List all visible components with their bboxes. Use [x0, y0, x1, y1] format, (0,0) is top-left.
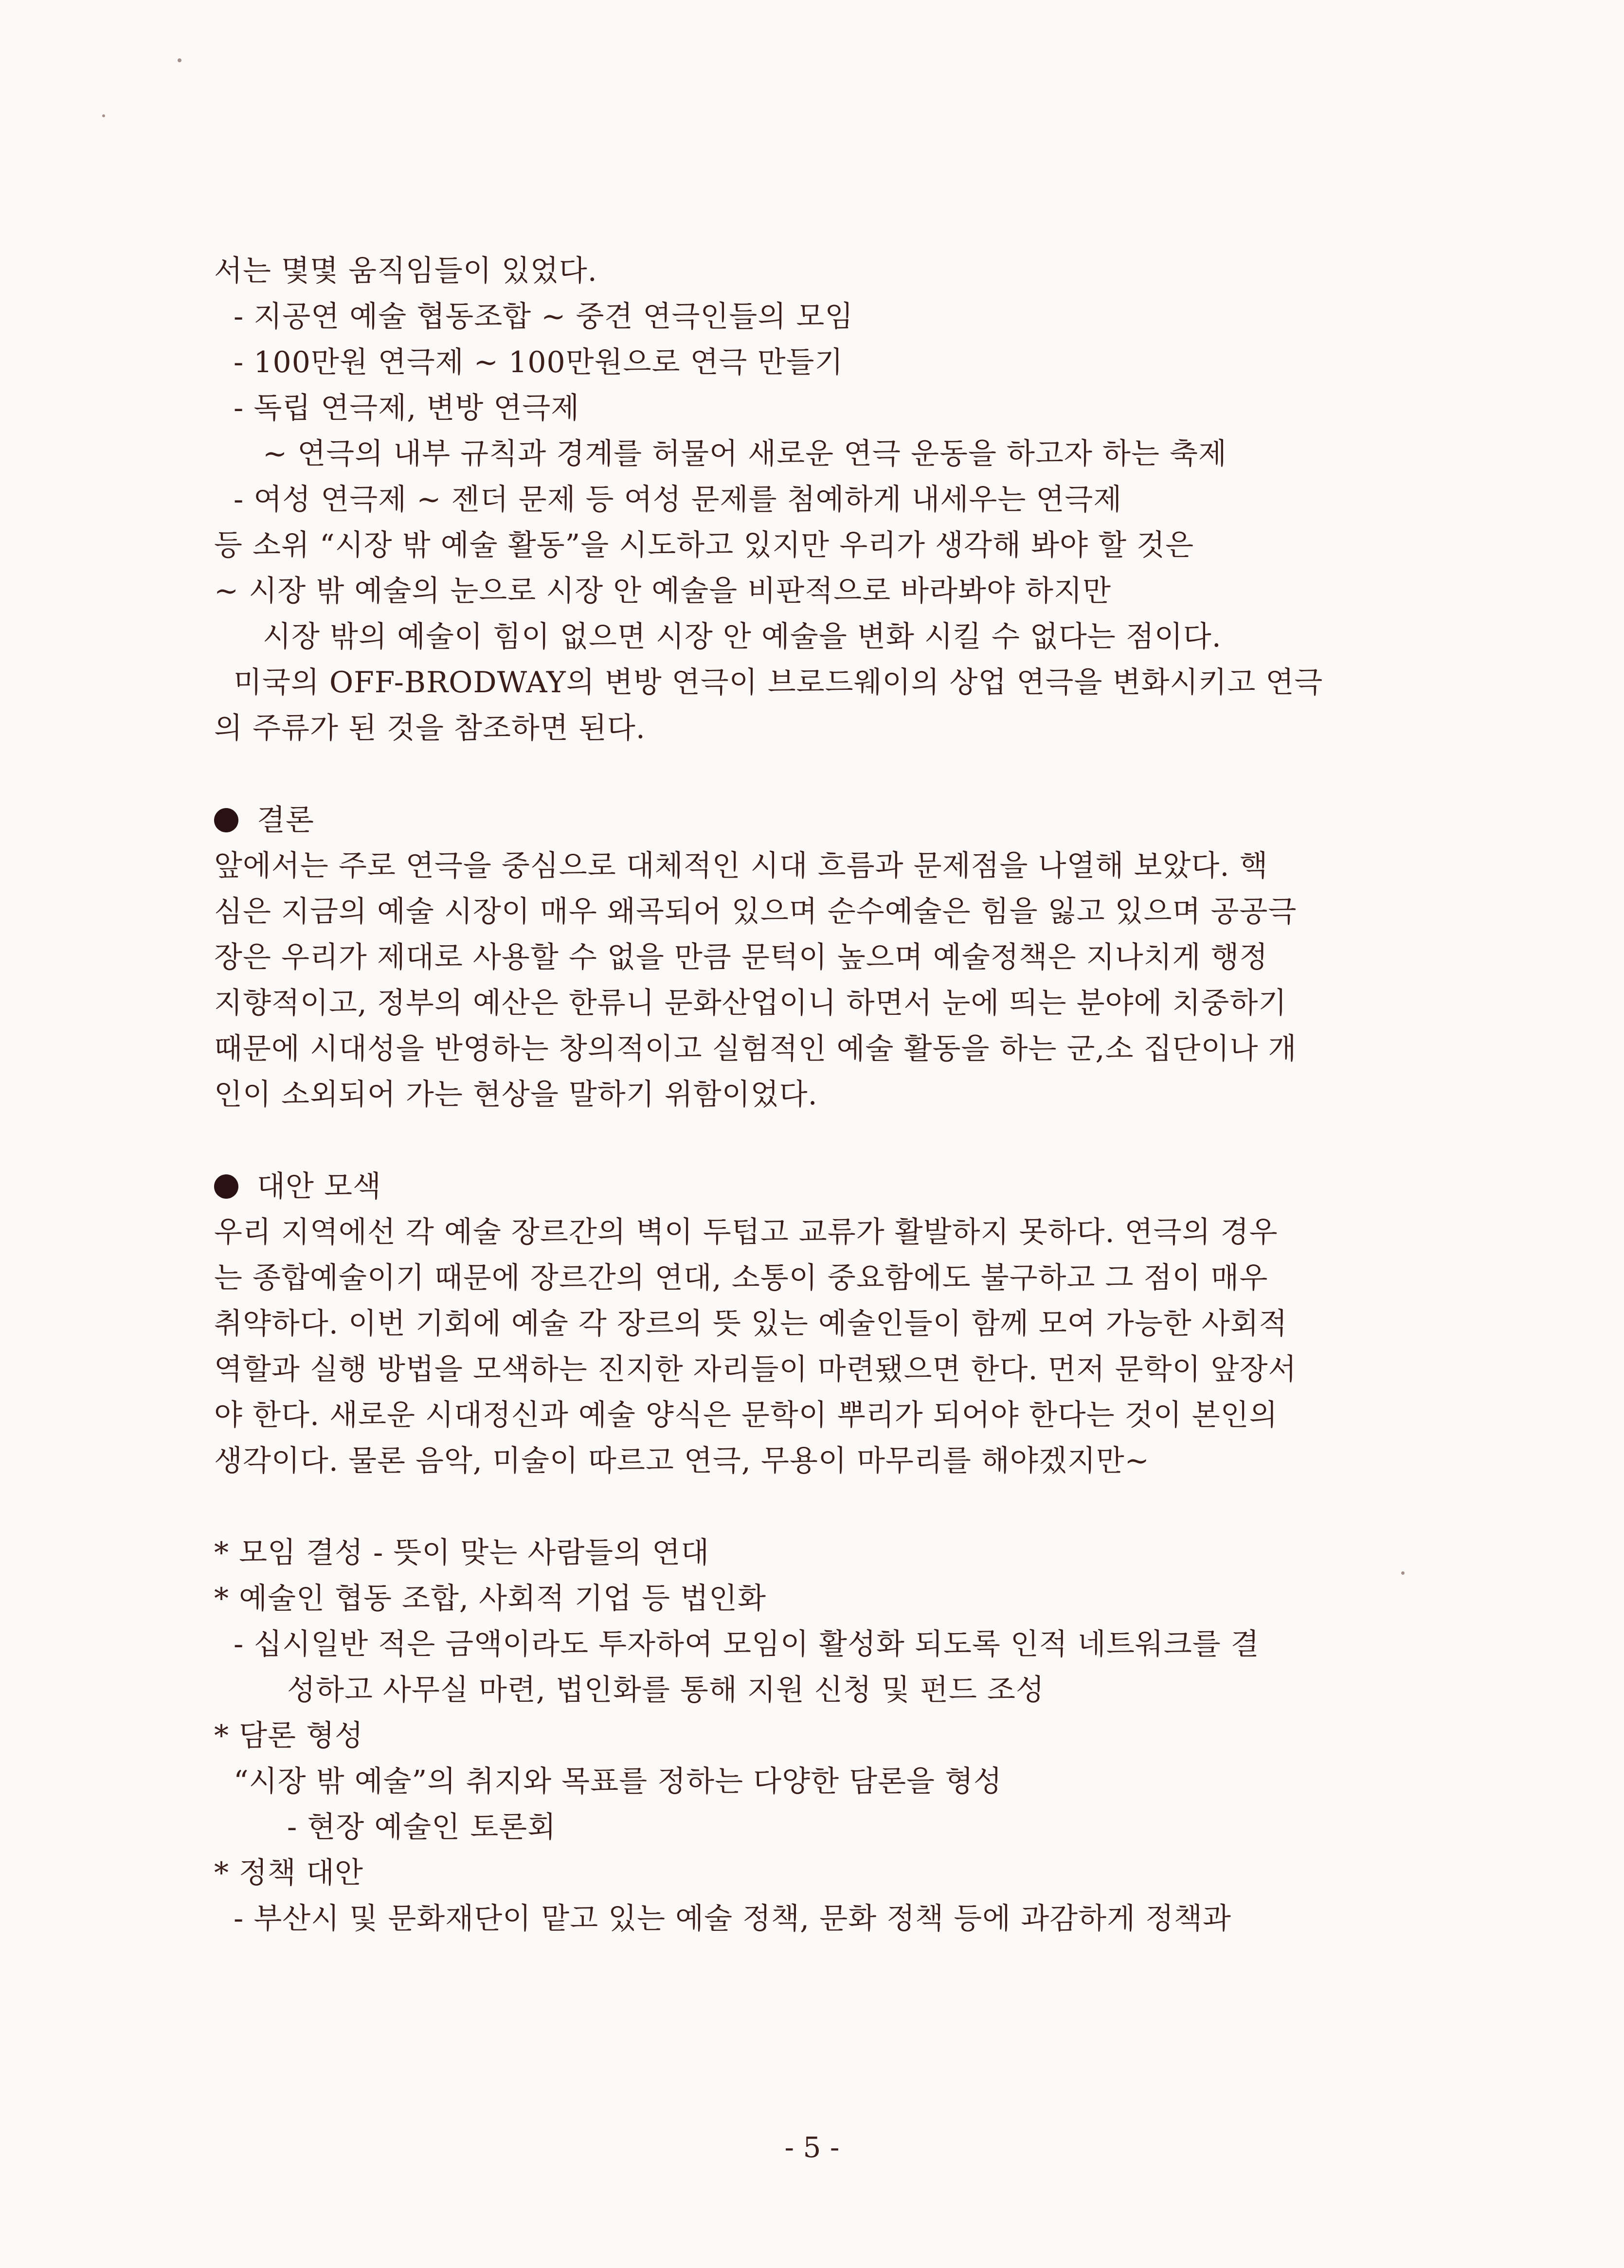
document-body — [214, 248, 1382, 1942]
list-item: “시장 밖 예술”의 취지와 목표를 정하는 다양한 담론을 형성 — [234, 1764, 1003, 1799]
paragraph-line: 취약하다. 이번 기회에 예술 각 장르의 뜻 있는 예술인들이 함께 모여 가능한 사회적 — [214, 1307, 1288, 1341]
section-title: 대안 모색 — [257, 1170, 381, 1204]
intro-line: 시장 밖의 예술이 힘이 없으면 시장 안 예술을 변화 시킬 수 없다는 점이다. — [263, 620, 1222, 654]
list-item: * 정책 대안 — [214, 1856, 363, 1890]
paragraph-line: 우리 지역에선 각 예술 장르간의 벽이 두텁고 교류가 활발하지 못하다. 연극의 경우 — [214, 1215, 1278, 1249]
paper-speck — [178, 58, 181, 62]
paragraph-line: 지향적이고, 정부의 예산은 한류니 문화산업이니 하면서 눈에 띄는 분야에 치중하기 — [214, 986, 1287, 1020]
intro-line: - 독립 연극제, 변방 연극제 — [234, 391, 580, 425]
section-title: 결론 — [257, 803, 314, 837]
alternative-heading — [214, 1164, 1382, 1209]
list-item: - 부산시 및 문화재단이 맡고 있는 예술 정책, 문화 정책 등에 과감하게 정책과 — [234, 1902, 1232, 1936]
list-item: - 십시일반 적은 금액이라도 투자하여 모임이 활성화 되도록 인적 네트워크를 결 — [234, 1627, 1260, 1661]
paragraph-line: 장은 우리가 제대로 사용할 수 없을 만큼 문턱이 높으며 예술정책은 지나치게 행정 — [214, 940, 1268, 974]
bullet-dot-icon — [214, 808, 238, 832]
paragraph-line: 역할과 실행 방법을 모색하는 진지한 자리들이 마련됐으면 한다. 먼저 문학이 앞장서 — [214, 1352, 1297, 1386]
action-list — [214, 1530, 1382, 1942]
intro-line: ~ 시장 밖 예술의 눈으로 시장 안 예술을 비판적으로 바라봐야 하지만 — [214, 574, 1111, 608]
paragraph-line: 앞에서는 주로 연극을 중심으로 대체적인 시대 흐름과 문제점을 나열해 보았다. 핵 — [214, 849, 1268, 883]
paragraph-line: 인이 소외되어 가는 현상을 말하기 위함이었다. — [214, 1078, 818, 1112]
page-number: - 5 - — [784, 2131, 840, 2164]
intro-section — [214, 248, 1382, 751]
conclusion-paragraph — [214, 843, 1382, 1117]
paragraph-line: 때문에 시대성을 반영하는 창의적이고 실험적인 예술 활동을 하는 군,소 집단이나 개 — [214, 1032, 1297, 1066]
list-item: * 담론 형성 — [214, 1719, 363, 1753]
list-item: * 예술인 협동 조합, 사회적 기업 등 법인화 — [214, 1582, 766, 1616]
bullet-dot-icon — [214, 1174, 238, 1199]
conclusion-heading — [214, 797, 1382, 843]
intro-line: 서는 몇몇 움직임들이 있었다. — [214, 254, 597, 288]
intro-line: 미국의 OFF-BRODWAY의 변방 연극이 브로드웨이의 상업 연극을 변화시키고 연극 — [234, 666, 1323, 700]
paragraph-line: 심은 지금의 예술 시장이 매우 왜곡되어 있으며 순수예술은 힘을 잃고 있으며 공공극 — [214, 895, 1297, 929]
paragraph-line: 는 종합예술이기 때문에 장르간의 연대, 소통이 중요함에도 불구하고 그 점이 매우 — [214, 1261, 1268, 1295]
intro-line: ~ 연극의 내부 규칙과 경계를 허물어 새로운 연극 운동을 하고자 하는 축제 — [263, 437, 1227, 471]
intro-line: - 지공연 예술 협동조합 ~ 중견 연극인들의 모임 — [234, 300, 854, 334]
list-item: - 현장 예술인 토론회 — [287, 1810, 557, 1844]
list-item: * 모임 결성 - 뜻이 맞는 사람들의 연대 — [214, 1536, 710, 1570]
paper-speck — [102, 114, 105, 117]
paragraph-line: 생각이다. 물론 음악, 미술이 따르고 연극, 무용이 마무리를 해야겠지만~ — [214, 1444, 1150, 1478]
paragraph-line: 야 한다. 새로운 시대정신과 예술 양식은 문학이 뿌리가 되어야 한다는 것이 본인의 — [214, 1398, 1278, 1432]
paper-speck — [1401, 1571, 1405, 1575]
alternative-paragraph — [214, 1209, 1382, 1484]
list-item: 성하고 사무실 마련, 법인화를 통해 지원 신청 및 펀드 조성 — [287, 1673, 1045, 1707]
intro-line: - 100만원 연극제 ~ 100만원으로 연극 만들기 — [234, 345, 844, 379]
intro-line: - 여성 연극제 ~ 젠더 문제 등 여성 문제를 첨예하게 내세우는 연극제 — [234, 483, 1122, 517]
intro-line: 의 주류가 된 것을 참조하면 된다. — [214, 711, 646, 745]
intro-line: 등 소위 “시장 밖 예술 활동”을 시도하고 있지만 우리가 생각해 봐야 할 것은 — [214, 528, 1194, 562]
